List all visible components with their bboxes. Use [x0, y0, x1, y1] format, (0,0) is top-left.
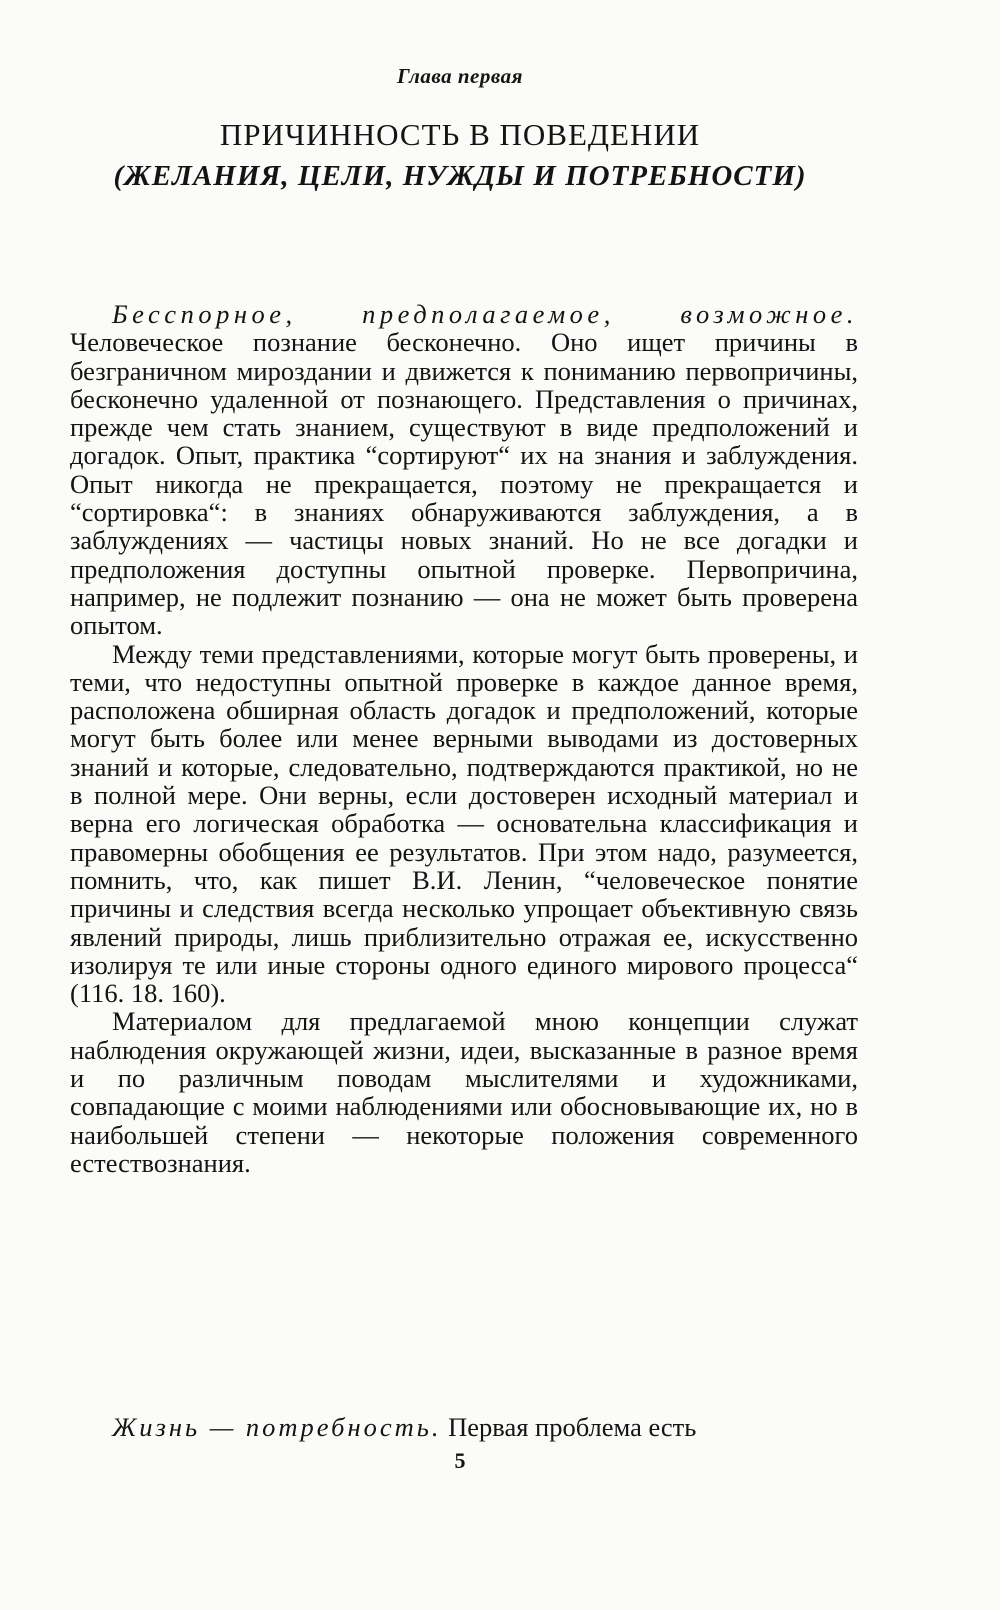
paragraph-3-text: Материалом для предлагаемой мною концепции служат наблюдения окружающей жизни, идеи, высказанные в разное время и по различным поводам мыслителями и художниками, совпадающие с моими наблюдениями или обосновывающие их, но в наибольшей степени — некоторые положения современного естествознания. [70, 1006, 858, 1178]
paragraph-2 [70, 640, 858, 1008]
paragraph-1 [70, 300, 858, 640]
paragraph-1-text: Человеческое познание бесконечно. Оно ищет причины в безграничном мироздании и движется к пониманию первопричины, бесконечно удаленной от познающего. Представления о причинах, прежде чем стать знанием, существуют в виде предположений и догадок. Опыт, практика “сортируют“ их на знания и заблуждения. Опыт никогда не прекращается, поэтому не прекращается и “сортировка“: в знаниях обнаруживаются заблуждения, а в заблуждениях — частицы новых знаний. Но не все догадки и предположения доступны опытной проверке. Первопричина, например, не подлежит познанию — она не может быть проверена опытом. [70, 327, 858, 641]
page-number: 5 [454, 1448, 466, 1473]
next-section-line [112, 1413, 858, 1441]
paragraph-2-text: Между теми представлениями, которые могут быть проверены, и теми, что недоступны опытной проверке в каждое данное время, расположена обширная область догадок и предположений, которые могут быть более или менее верными выводами из достоверных знаний и которые, следовательно, подтверждаются практикой, но не в полной мере. Они верны, если достоверен исходный материал и верна его логическая обработка — основательна классификация и правомерны обобщения ее результатов. При этом надо, разумеется, помнить, что, как пишет В.И. Ленин, “человеческое понятие причины и следствия всегда несколько упрощает объективную связь явлений природы, лишь приблизительно отражая ее, искусственно изолируя те или иные стороны одного единого мирового процесса“ (116. 18. 160). [70, 638, 858, 1009]
chapter-subtitle: (ЖЕЛАНИЯ, ЦЕЛИ, НУЖДЫ И ПОТРЕБНОСТИ) [113, 160, 807, 192]
paragraph-3 [70, 1007, 858, 1177]
chapter-label: Глава первая [397, 64, 523, 88]
chapter-title: ПРИЧИННОСТЬ В ПОВЕДЕНИИ [219, 117, 701, 152]
next-section-lead: Жизнь — потребность. [112, 1412, 442, 1442]
paragraph-1-lead: Бесспорное, предполагаемое, возможное. [112, 299, 858, 329]
next-section-text: Первая проблема есть [441, 1412, 697, 1442]
body-text [70, 300, 858, 1177]
